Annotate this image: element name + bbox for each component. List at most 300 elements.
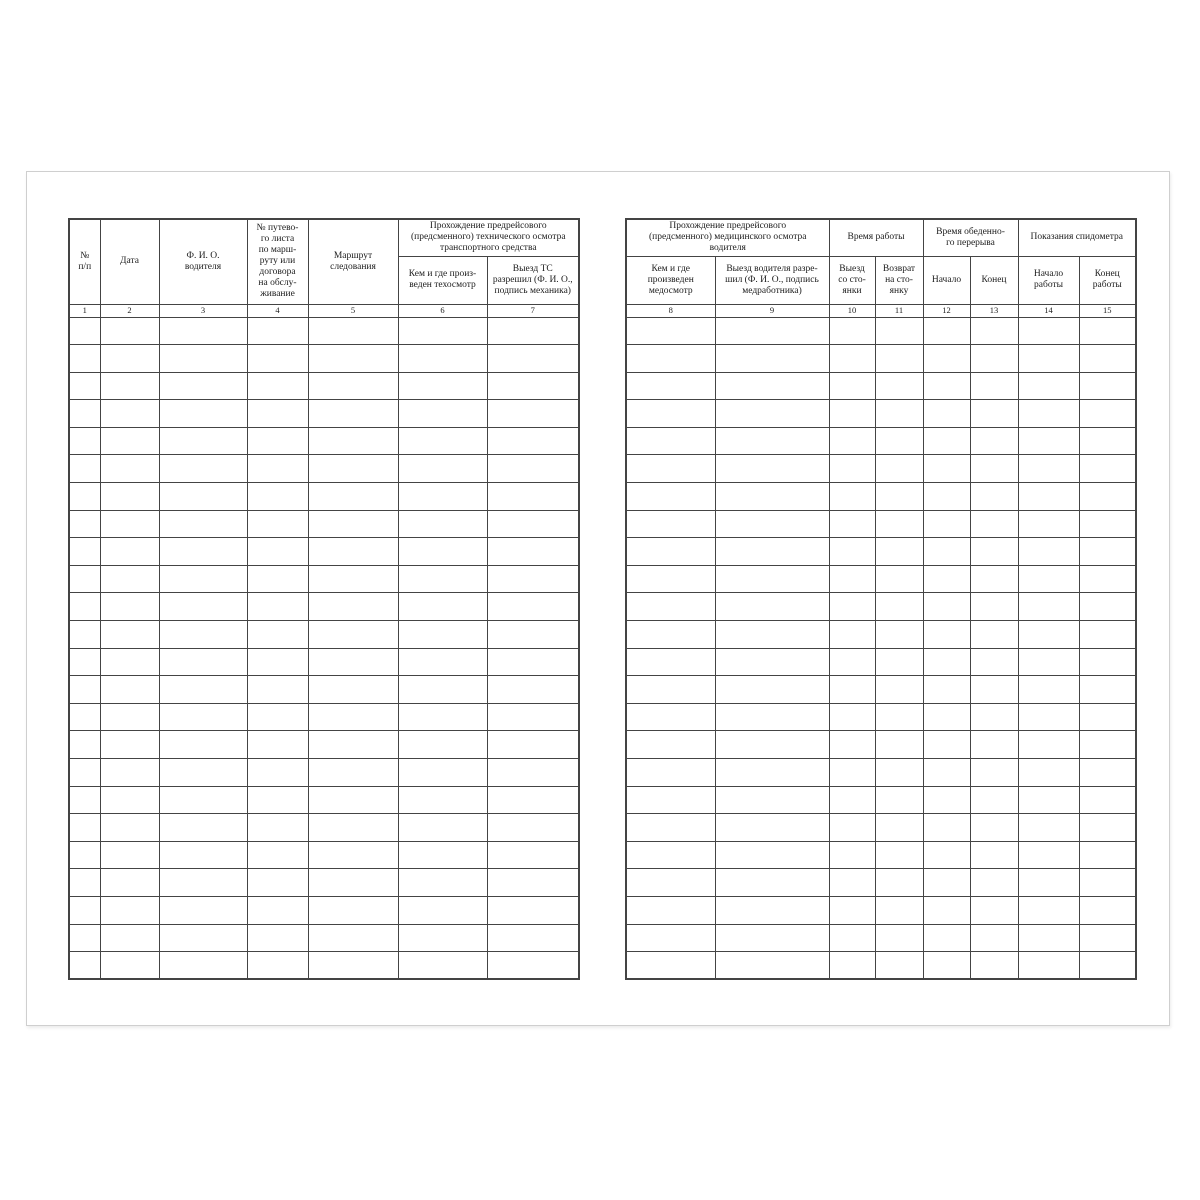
data-cell (398, 372, 487, 400)
data-cell (398, 759, 487, 787)
column-number-cell: 14 (1018, 304, 1079, 317)
data-cell (487, 427, 579, 455)
table-row (69, 345, 579, 373)
data-cell (69, 593, 100, 621)
data-cell (1079, 759, 1136, 787)
data-cell (875, 372, 923, 400)
header-cell (69, 219, 100, 304)
data-cell (923, 483, 970, 511)
data-cell (100, 372, 159, 400)
table-row (626, 676, 1136, 704)
data-cell (159, 676, 247, 704)
column-number-cell: 5 (308, 304, 398, 317)
header-line: руту или (259, 256, 296, 267)
data-cell (308, 676, 398, 704)
data-cell (715, 427, 829, 455)
data-cell (829, 841, 875, 869)
table-row (626, 648, 1136, 676)
data-cell (875, 621, 923, 649)
data-cell (69, 565, 100, 593)
data-cell (829, 703, 875, 731)
data-cell (247, 372, 308, 400)
data-cell (970, 841, 1018, 869)
sub-header-cell (487, 256, 579, 304)
data-cell (308, 648, 398, 676)
data-cell (923, 731, 970, 759)
header-cell (159, 219, 247, 304)
data-cell (923, 593, 970, 621)
data-cell (100, 565, 159, 593)
data-cell (1018, 952, 1079, 980)
data-cell (398, 952, 487, 980)
data-cell (487, 455, 579, 483)
data-cell (923, 703, 970, 731)
data-cell (69, 731, 100, 759)
column-number-row (626, 304, 1136, 317)
data-cell (398, 400, 487, 428)
table-row (626, 703, 1136, 731)
data-cell (715, 703, 829, 731)
data-cell (100, 455, 159, 483)
data-cell (1018, 841, 1079, 869)
data-cell (69, 814, 100, 842)
data-cell (247, 565, 308, 593)
data-cell (69, 538, 100, 566)
data-cell (308, 759, 398, 787)
data-cell (398, 427, 487, 455)
data-cell (829, 869, 875, 897)
data-cell (626, 427, 715, 455)
data-cell (715, 924, 829, 952)
data-cell (970, 593, 1018, 621)
table-row (626, 952, 1136, 980)
header-line: Время обеденно- (936, 226, 1005, 237)
data-cell (970, 538, 1018, 566)
table-row (69, 952, 579, 980)
data-cell (247, 648, 308, 676)
data-cell (970, 345, 1018, 373)
header-line: Ф. И. О. (186, 250, 220, 261)
data-cell (398, 814, 487, 842)
data-cell (487, 676, 579, 704)
data-cell (159, 455, 247, 483)
data-cell (875, 676, 923, 704)
data-cell (626, 565, 715, 593)
data-cell (100, 400, 159, 428)
data-cell (398, 538, 487, 566)
data-cell (715, 565, 829, 593)
data-cell (159, 372, 247, 400)
data-cell (69, 483, 100, 511)
data-cell (1079, 372, 1136, 400)
table-row (626, 759, 1136, 787)
data-cell (1018, 400, 1079, 428)
data-cell (308, 427, 398, 455)
data-cell (715, 593, 829, 621)
header-line: п/п (78, 261, 92, 272)
data-cell (875, 896, 923, 924)
table-row (69, 400, 579, 428)
header-line: водителя (184, 261, 222, 272)
data-cell (875, 565, 923, 593)
data-cell (1079, 924, 1136, 952)
data-cell (69, 317, 100, 345)
data-cell (69, 621, 100, 649)
table-row (69, 896, 579, 924)
table-row (69, 455, 579, 483)
sub-header-cell (1079, 256, 1136, 304)
data-cell (398, 621, 487, 649)
data-cell (398, 565, 487, 593)
table-row (626, 924, 1136, 952)
sub-header-cell (398, 256, 487, 304)
data-cell (875, 593, 923, 621)
data-cell (1079, 621, 1136, 649)
column-number-cell: 8 (626, 304, 715, 317)
data-cell (308, 621, 398, 649)
data-cell (398, 676, 487, 704)
table-row (69, 924, 579, 952)
data-cell (159, 814, 247, 842)
header-line: Выезд ТС (512, 263, 553, 274)
data-cell (829, 731, 875, 759)
table-row (626, 593, 1136, 621)
data-cell (1018, 786, 1079, 814)
data-cell (487, 786, 579, 814)
table-row (69, 593, 579, 621)
data-cell (398, 841, 487, 869)
data-cell (923, 621, 970, 649)
data-cell (308, 400, 398, 428)
table-row (626, 483, 1136, 511)
data-cell (159, 952, 247, 980)
table-row (69, 565, 579, 593)
header-line: Выезд (839, 263, 865, 274)
sub-header-cell (875, 256, 923, 304)
table-row (626, 345, 1136, 373)
header-line: Конец (981, 274, 1007, 285)
header-line: го листа (260, 234, 295, 245)
header-line: Прохождение предрейсового (669, 221, 787, 232)
data-cell (487, 400, 579, 428)
header-cell (247, 219, 308, 304)
data-cell (398, 703, 487, 731)
column-number-cell: 1 (69, 304, 100, 317)
data-cell (715, 841, 829, 869)
header-line: работы (1034, 280, 1063, 290)
logbook-table-left (68, 218, 580, 980)
data-cell (715, 372, 829, 400)
data-cell (970, 759, 1018, 787)
data-cell (100, 952, 159, 980)
data-cell (1018, 455, 1079, 483)
data-cell (923, 786, 970, 814)
header-group-row (626, 219, 1136, 256)
data-cell (715, 896, 829, 924)
data-cell (923, 510, 970, 538)
data-cell (1079, 786, 1136, 814)
table-row (626, 896, 1136, 924)
data-cell (487, 621, 579, 649)
data-cell (308, 565, 398, 593)
header-line: по марш- (258, 245, 297, 256)
data-cell (100, 924, 159, 952)
header-line: живание (260, 289, 295, 300)
header-line: янку (889, 285, 909, 296)
table-row (69, 372, 579, 400)
data-cell (626, 841, 715, 869)
data-cell (970, 731, 1018, 759)
data-cell (100, 593, 159, 621)
data-cell (247, 400, 308, 428)
data-cell (626, 345, 715, 373)
data-cell (970, 924, 1018, 952)
table-row (69, 483, 579, 511)
data-cell (626, 814, 715, 842)
data-cell (100, 317, 159, 345)
data-cell (970, 814, 1018, 842)
header-line: Конец (1094, 269, 1120, 279)
table-row (626, 400, 1136, 428)
header-line: го перерыва (946, 237, 995, 248)
header-line: Маршрут (333, 250, 373, 261)
data-cell (1079, 814, 1136, 842)
data-cell (487, 648, 579, 676)
data-cell (247, 759, 308, 787)
data-cell (923, 427, 970, 455)
data-cell (715, 786, 829, 814)
data-cell (398, 648, 487, 676)
header-line: Кем и где (651, 263, 690, 274)
data-cell (398, 455, 487, 483)
data-cell (1018, 648, 1079, 676)
data-cell (398, 731, 487, 759)
table-row (69, 814, 579, 842)
group-header-cell (1018, 219, 1136, 256)
data-cell (626, 538, 715, 566)
data-cell (159, 841, 247, 869)
table-row (69, 317, 579, 345)
data-cell (69, 427, 100, 455)
data-cell (875, 703, 923, 731)
data-cell (829, 952, 875, 980)
data-cell (398, 483, 487, 511)
data-cell (69, 841, 100, 869)
data-cell (829, 648, 875, 676)
data-cell (308, 869, 398, 897)
data-cell (626, 648, 715, 676)
data-cell (970, 896, 1018, 924)
data-cell (829, 786, 875, 814)
data-cell (308, 345, 398, 373)
data-cell (923, 869, 970, 897)
data-cell (626, 455, 715, 483)
group-header-cell (626, 219, 829, 256)
data-cell (398, 869, 487, 897)
data-cell (875, 400, 923, 428)
data-cell (1079, 400, 1136, 428)
data-cell (626, 593, 715, 621)
header-line: Начало (931, 274, 962, 285)
data-cell (970, 455, 1018, 483)
data-cell (875, 317, 923, 345)
data-cell (398, 593, 487, 621)
data-cell (875, 841, 923, 869)
header-line: медработника) (742, 285, 802, 296)
data-cell (69, 924, 100, 952)
data-cell (1018, 427, 1079, 455)
data-cell (923, 676, 970, 704)
data-cell (970, 317, 1018, 345)
data-cell (829, 427, 875, 455)
column-number-row (69, 304, 579, 317)
sub-header-cell (970, 256, 1018, 304)
data-cell (923, 814, 970, 842)
data-cell (100, 648, 159, 676)
column-number-cell: 3 (159, 304, 247, 317)
data-cell (923, 759, 970, 787)
data-cell (308, 483, 398, 511)
data-cell (715, 759, 829, 787)
header-sub-row (626, 256, 1136, 304)
data-cell (100, 427, 159, 455)
data-cell (626, 510, 715, 538)
header-line: Выезд водителя разре- (726, 263, 818, 274)
header-cell (100, 219, 159, 304)
data-cell (247, 345, 308, 373)
data-cell (875, 427, 923, 455)
data-cell (626, 483, 715, 511)
data-cell (69, 510, 100, 538)
data-cell (69, 455, 100, 483)
data-cell (308, 896, 398, 924)
column-number-cell: 15 (1079, 304, 1136, 317)
data-cell (715, 814, 829, 842)
data-cell (487, 593, 579, 621)
data-cell (1018, 565, 1079, 593)
data-cell (715, 510, 829, 538)
data-cell (308, 317, 398, 345)
group-header-cell (398, 219, 579, 256)
data-cell (1079, 676, 1136, 704)
form-sheet (26, 171, 1170, 1026)
data-cell (487, 483, 579, 511)
data-cell (626, 372, 715, 400)
data-cell (159, 648, 247, 676)
data-cell (247, 427, 308, 455)
data-cell (970, 952, 1018, 980)
data-cell (308, 538, 398, 566)
table-row (626, 455, 1136, 483)
data-cell (923, 317, 970, 345)
data-cell (715, 317, 829, 345)
data-cell (308, 841, 398, 869)
data-cell (626, 731, 715, 759)
data-cell (159, 731, 247, 759)
data-cell (487, 869, 579, 897)
column-number-cell: 13 (970, 304, 1018, 317)
header-line: подпись механика) (494, 285, 571, 296)
data-cell (1018, 676, 1079, 704)
data-cell (626, 924, 715, 952)
data-cell (398, 924, 487, 952)
data-cell (875, 648, 923, 676)
data-cell (247, 510, 308, 538)
data-cell (487, 510, 579, 538)
data-cell (1018, 483, 1079, 511)
table-row (69, 538, 579, 566)
table-row (626, 731, 1136, 759)
table-row (69, 621, 579, 649)
data-cell (829, 621, 875, 649)
data-cell (69, 759, 100, 787)
data-cell (715, 621, 829, 649)
header-line: янки (842, 285, 862, 296)
data-cell (923, 924, 970, 952)
column-number-cell: 4 (247, 304, 308, 317)
data-cell (970, 565, 1018, 593)
data-cell (487, 345, 579, 373)
data-cell (159, 565, 247, 593)
data-cell (159, 483, 247, 511)
header-line: следования (330, 261, 376, 272)
data-cell (308, 372, 398, 400)
data-cell (829, 676, 875, 704)
table-row (626, 814, 1136, 842)
data-cell (487, 896, 579, 924)
data-cell (715, 731, 829, 759)
table-row (626, 538, 1136, 566)
data-cell (715, 455, 829, 483)
data-cell (159, 759, 247, 787)
data-cell (626, 400, 715, 428)
header-line: веден техосмотр (409, 280, 476, 290)
data-cell (398, 896, 487, 924)
data-cell (1079, 952, 1136, 980)
column-number-cell: 2 (100, 304, 159, 317)
table-row (69, 427, 579, 455)
data-cell (970, 621, 1018, 649)
data-cell (69, 952, 100, 980)
data-cell (487, 841, 579, 869)
data-cell (100, 814, 159, 842)
data-cell (100, 869, 159, 897)
data-cell (970, 427, 1018, 455)
data-cell (1079, 345, 1136, 373)
data-cell (875, 345, 923, 373)
data-cell (159, 896, 247, 924)
data-cell (247, 621, 308, 649)
data-cell (1018, 759, 1079, 787)
data-cell (875, 455, 923, 483)
data-cell (1079, 565, 1136, 593)
header-line: медосмотр (648, 285, 693, 296)
data-cell (715, 345, 829, 373)
table-row (626, 841, 1136, 869)
table-row (626, 621, 1136, 649)
data-cell (829, 345, 875, 373)
data-cell (1018, 538, 1079, 566)
table-row (626, 869, 1136, 897)
data-cell (715, 400, 829, 428)
data-cell (923, 648, 970, 676)
data-cell (829, 759, 875, 787)
data-cell (1018, 621, 1079, 649)
data-cell (829, 372, 875, 400)
data-cell (398, 786, 487, 814)
data-cell (875, 924, 923, 952)
data-cell (247, 786, 308, 814)
